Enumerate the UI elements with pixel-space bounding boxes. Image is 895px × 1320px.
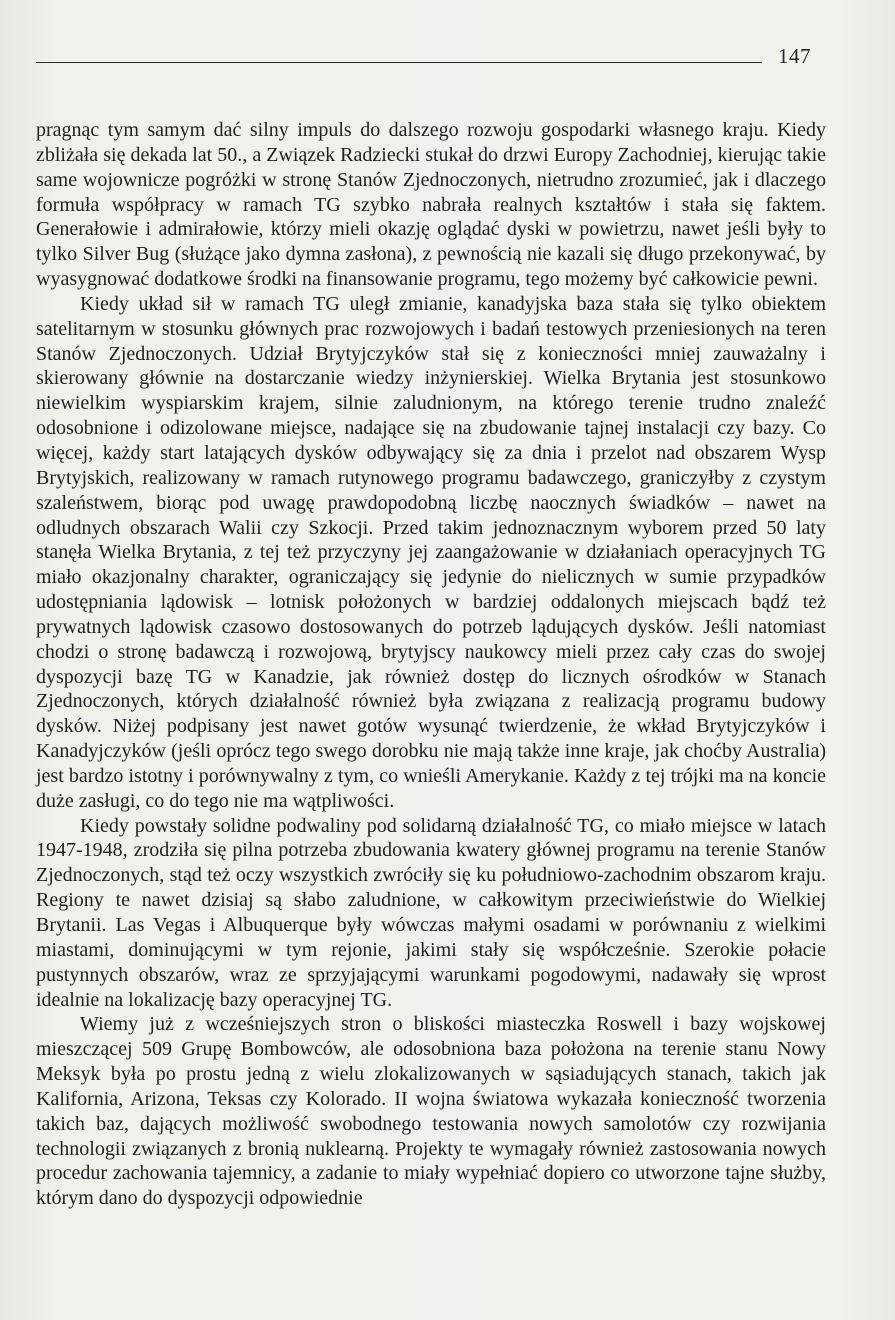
paragraph-2: Kiedy układ sił w ramach TG uległ zmianie, kanadyjska baza stała się tylko obiektem satelitarnym w stosunku głównych prac rozwojowych i badań testowych przeniesionych na teren Stanów Zjednoczonych. Udział Brytyjczyków stał się z konieczności mniej zauważalny i skierowany głównie na dostarczanie wiedzy inżynierskiej. Wielka Brytania jest stosunkowo niewielkim wyspiarskim krajem, silnie zaludnionym, na którego terenie trudno znaleźć odosobnione i odizolowane miejsce, nadające się na zbudowanie tajnej instalacji czy bazy. Co więcej, każdy start latających dysków odbywający się za dnia i przelot nad obszarem Wysp Brytyjskich, realizowany w ramach rutynowego programu badawczego, graniczyłby z czystym szaleństwem, biorąc pod uwagę prawdopodobną liczbę naocznych świadków – nawet na odludnych obszarach Walii czy Szkocji. Przed takim jednoznacznym wyborem przed 50 laty stanęła Wielka Brytania, z tej też przyczyny jej zaangażowanie w działaniach operacyjnych TG miało okazjonalny charakter, ograniczający się jedynie do nielicznych w sumie przypadków udostępniania lądowisk – lotnisk położonych w bardziej oddalonych miejscach bądź też prywatnych lądowisk czasowo dostosowanych do potrzeb lądujących dysków. Jeśli natomiast chodzi o stronę badawczą i rozwojową, brytyjscy naukowcy mieli przez cały czas do swojej dyspozycji bazę TG w Kanadzie, jak również dostęp do licznych ośrodków w Stanach Zjednoczonych, których działalność również była związana z realizacją programu budowy dysków. Niżej podpisany jest nawet gotów wysunąć twierdzenie, że wkład Brytyjczyków i Kanadyjczyków (jeśli oprócz tego swego dorobku nie mają także inne kraje, jak choćby Australia) jest bardzo istotny i porównywalny z tym, co wnieśli Amerykanie. Każdy z tej trójki ma na koncie duże zasługi, co do tego nie ma wątpliwości.	[36, 292, 826, 812]
paragraph-1: pragnąc tym samym dać silny impuls do dalszego rozwoju gospodarki własnego kraju. Kiedy zbliżała się dekada lat 50., a Związek Radziecki stukał do drzwi Europy Zachodniej, kierując takie same wojownicze pogróżki w stronę Stanów Zjednoczonych, nietrudno zrozumieć, jak i dlaczego formuła współpracy w ramach TG szybko nabrała realnych kształtów i stała się faktem. Generałowie i admirałowie, którzy mieli okazję oglądać dyski w powietrzu, nawet jeśli były to tylko Silver Bug (służące jako dymna zasłona), z pewnością nie kazali się długo przekonywać, by wyasygnować dodatkowe środki na finansowanie programu, tego możemy być całkowicie pewni.	[36, 119, 826, 291]
header-rule	[36, 62, 762, 63]
body-text	[36, 118, 826, 1211]
paragraph-3: Kiedy powstały solidne podwaliny pod solidarną działalność TG, co miało miejsce w latach 1947-1948, zrodziła się pilna potrzeba zbudowania kwatery głównej programu na terenie Stanów Zjednoczonych, stąd też oczy wszystkich zwróciły się ku południowo-zachodnim obszarom kraju. Regiony te nawet dzisiaj są słabo zaludnione, w całkowitym przeciwieństwie do Wielkiej Brytanii. Las Vegas i Albuquerque były wówczas małymi osadami w porównaniu z wielkimi miastami, dominującymi w tym rejonie, jakimi stały się współcześnie. Szerokie połacie pustynnych obszarów, wraz ze sprzyjającymi warunkami pogodowymi, nadawały się wprost idealnie na lokalizację bazy operacyjnej TG.	[36, 814, 826, 1011]
page-number: 147	[778, 44, 811, 68]
paragraph-4: Wiemy już z wcześniejszych stron o bliskości miasteczka Roswell i bazy wojskowej mieszczącej 509 Grupę Bombowców, ale odosobniona baza położona na terenie stanu Nowy Meksyk była po prostu jedną z wielu zlokalizowanych w sąsiadujących stanach, takich jak Kalifornia, Arizona, Teksas czy Kolorado. II wojna światowa wykazała konieczność tworzenia takich baz, dających możliwość swobodnego testowania nowych samolotów czy rozwijania technologii związanych z bronią nuklearną. Projekty te wymagały również zastosowania nowych procedur zachowania tajemnicy, a zadanie to miały wypełniać dopiero co utworzone tajne służby, którym dano do dyspozycji odpowiednie	[36, 1013, 826, 1210]
